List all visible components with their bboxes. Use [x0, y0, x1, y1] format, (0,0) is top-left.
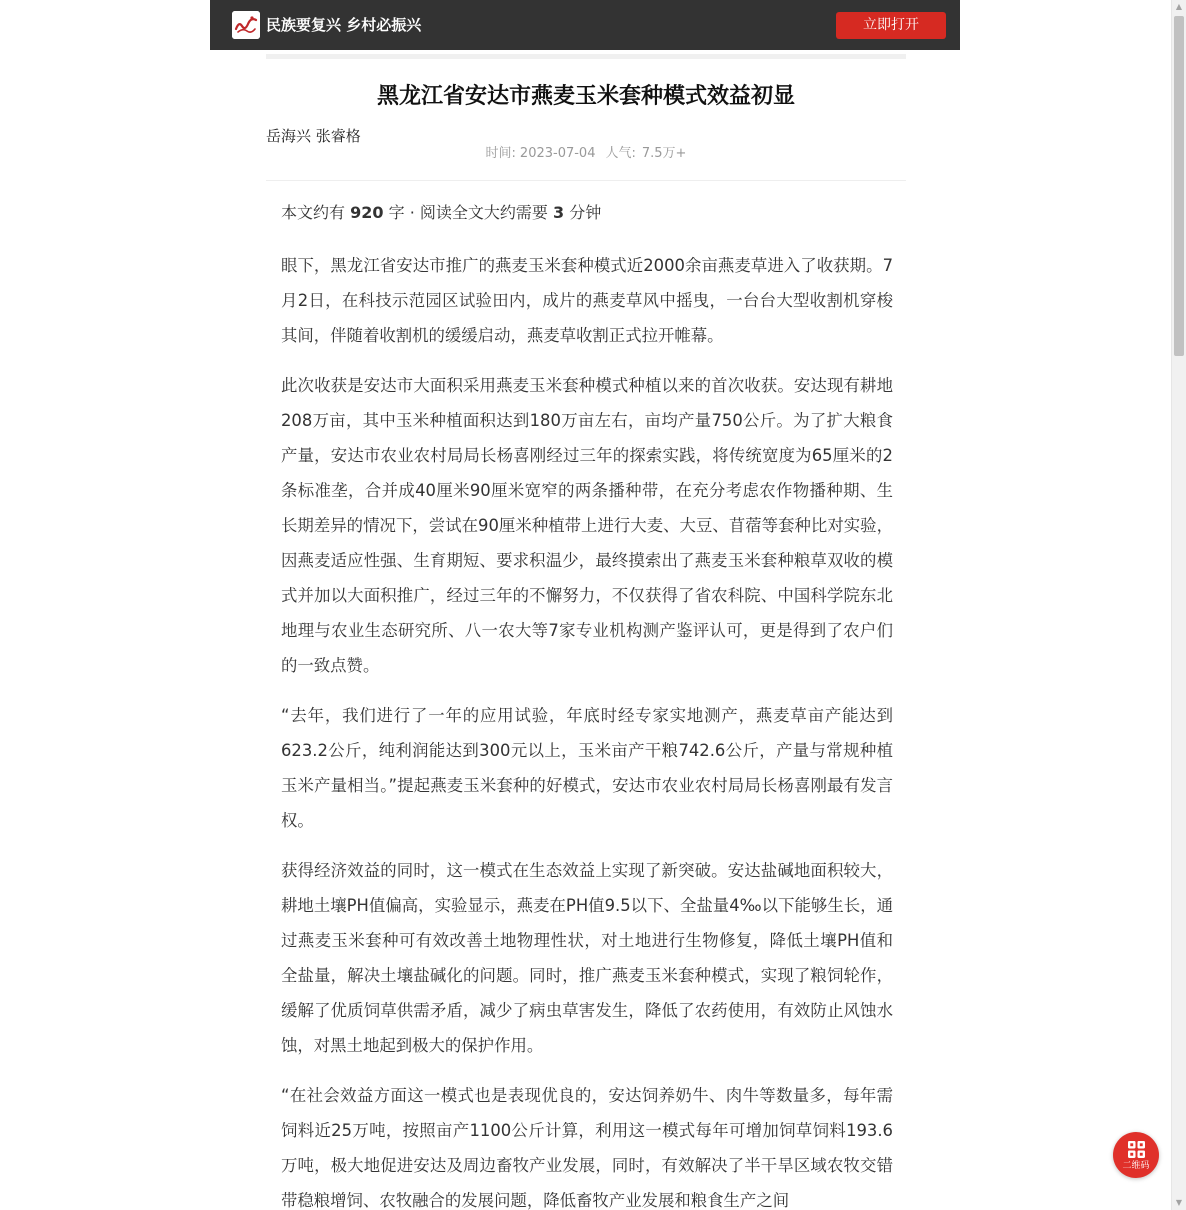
read-info-suffix: 分钟 [569, 203, 602, 222]
app-banner [210, 0, 960, 50]
vertical-scrollbar[interactable] [1171, 0, 1186, 1210]
brand-logo-icon[interactable] [232, 11, 260, 39]
paragraph: 此次收获是安达市大面积采用燕麦玉米套种模式种植以来的首次收获。安达现有耕地208万亩，其中玉米种植面积达到180万亩左右，亩均产量750公斤。为了扩大粮食产量，安达市农业农村局局长杨喜刚经过三年的探索实践，将传统宽度为65厘米的2条标准垄，合并成40厘米90厘米宽窄的两条播种带，在充分考虑农作物播种期、生长期差异的情况下，尝试在90厘米种植带上进行大麦、大豆、苜蓿等套种比对实验，因燕麦适应性强、生育期短、要求积温少，最终摸索出了燕麦玉米套种粮草双收的模式并加以大面积推广，经过三年的不懈努力，不仅获得了省农科院、中国科学院东北地理与农业生态研究所、八一农大等7家专业机构测产鉴评认可，更是得到了农户们的一致点赞。 [281, 376, 893, 675]
publish-date: 2023-07-04 [519, 146, 596, 161]
qr-code-label: 二维码 [1122, 1161, 1150, 1171]
scroll-thumb[interactable] [1174, 16, 1184, 356]
time-label: 时间: [485, 146, 516, 161]
read-time-info [281, 198, 893, 228]
app-slogan: 民族要复兴 乡村必振兴 [266, 16, 422, 34]
open-app-button[interactable]: 立即打开 [836, 12, 946, 39]
article-meta [266, 145, 906, 163]
word-count: 920 [350, 203, 384, 222]
scroll-up-icon[interactable]: ▲ [1175, 2, 1183, 11]
read-info-middle: 字 · 阅读全文大约需要 [388, 203, 548, 222]
top-divider [266, 54, 906, 59]
qr-code-icon [1128, 1141, 1145, 1158]
header-divider [266, 180, 906, 181]
article-authors: 岳海兴 张睿格 [266, 127, 361, 145]
paragraph: “去年，我们进行了一年的应用试验，年底时经专家实地测产，燕麦草亩产能达到623.2公斤，纯利润能达到300元以上，玉米亩产干粮742.6公斤，产量与常规种植玉米产量相当。”提起燕麦玉米套种的好模式，安达市农业农村局局长杨喜刚最有发言权。 [281, 706, 893, 830]
popularity-label: 人气: [605, 146, 636, 161]
paragraph: 眼下，黑龙江省安达市推广的燕麦玉米套种模式近2000余亩燕麦草进入了收获期。7月2日，在科技示范园区试验田内，成片的燕麦草风中摇曳，一台台大型收割机穿梭其间，伴随着收割机的缓缓启动，燕麦草收割正式拉开帷幕。 [281, 256, 893, 345]
article-title: 黑龙江省安达市燕麦玉米套种模式效益初显 [376, 84, 795, 109]
qr-code-button[interactable] [1113, 1132, 1159, 1178]
scroll-down-icon[interactable]: ▼ [1175, 1198, 1183, 1207]
read-info-prefix: 本文约有 [281, 203, 346, 222]
article-body [281, 198, 893, 1210]
paragraph: “在社会效益方面这一模式也是表现优良的，安达饲养奶牛、肉牛等数量多，每年需饲料近25万吨，按照亩产1100公斤计算，利用这一模式每年可增加饲草饲料193.6万吨，极大地促进安达及周边畜牧产业发展，同时，有效解决了半干旱区域农牧交错带稳粮增饲、农牧融合的发展问题，降低畜牧产业发展和粮食生产之间 [281, 1086, 893, 1210]
paragraph: 获得经济效益的同时，这一模式在生态效益上实现了新突破。安达盐碱地面积较大，耕地土壤PH值偏高，实验显示，燕麦在PH值9.5以下、全盐量4‰以下能够生长，通过燕麦玉米套种可有效改善土地物理性状，对土地进行生物修复，降低土壤PH值和全盐量，解决土壤盐碱化的问题。同时，推广燕麦玉米套种模式，实现了粮饲轮作，缓解了优质饲草供需矛盾，减少了病虫草害发生，降低了农药使用，有效防止风蚀水蚀，对黑土地起到极大的保护作用。 [281, 861, 893, 1055]
read-minutes: 3 [552, 203, 565, 222]
popularity-count: 7.5万+ [641, 146, 687, 161]
